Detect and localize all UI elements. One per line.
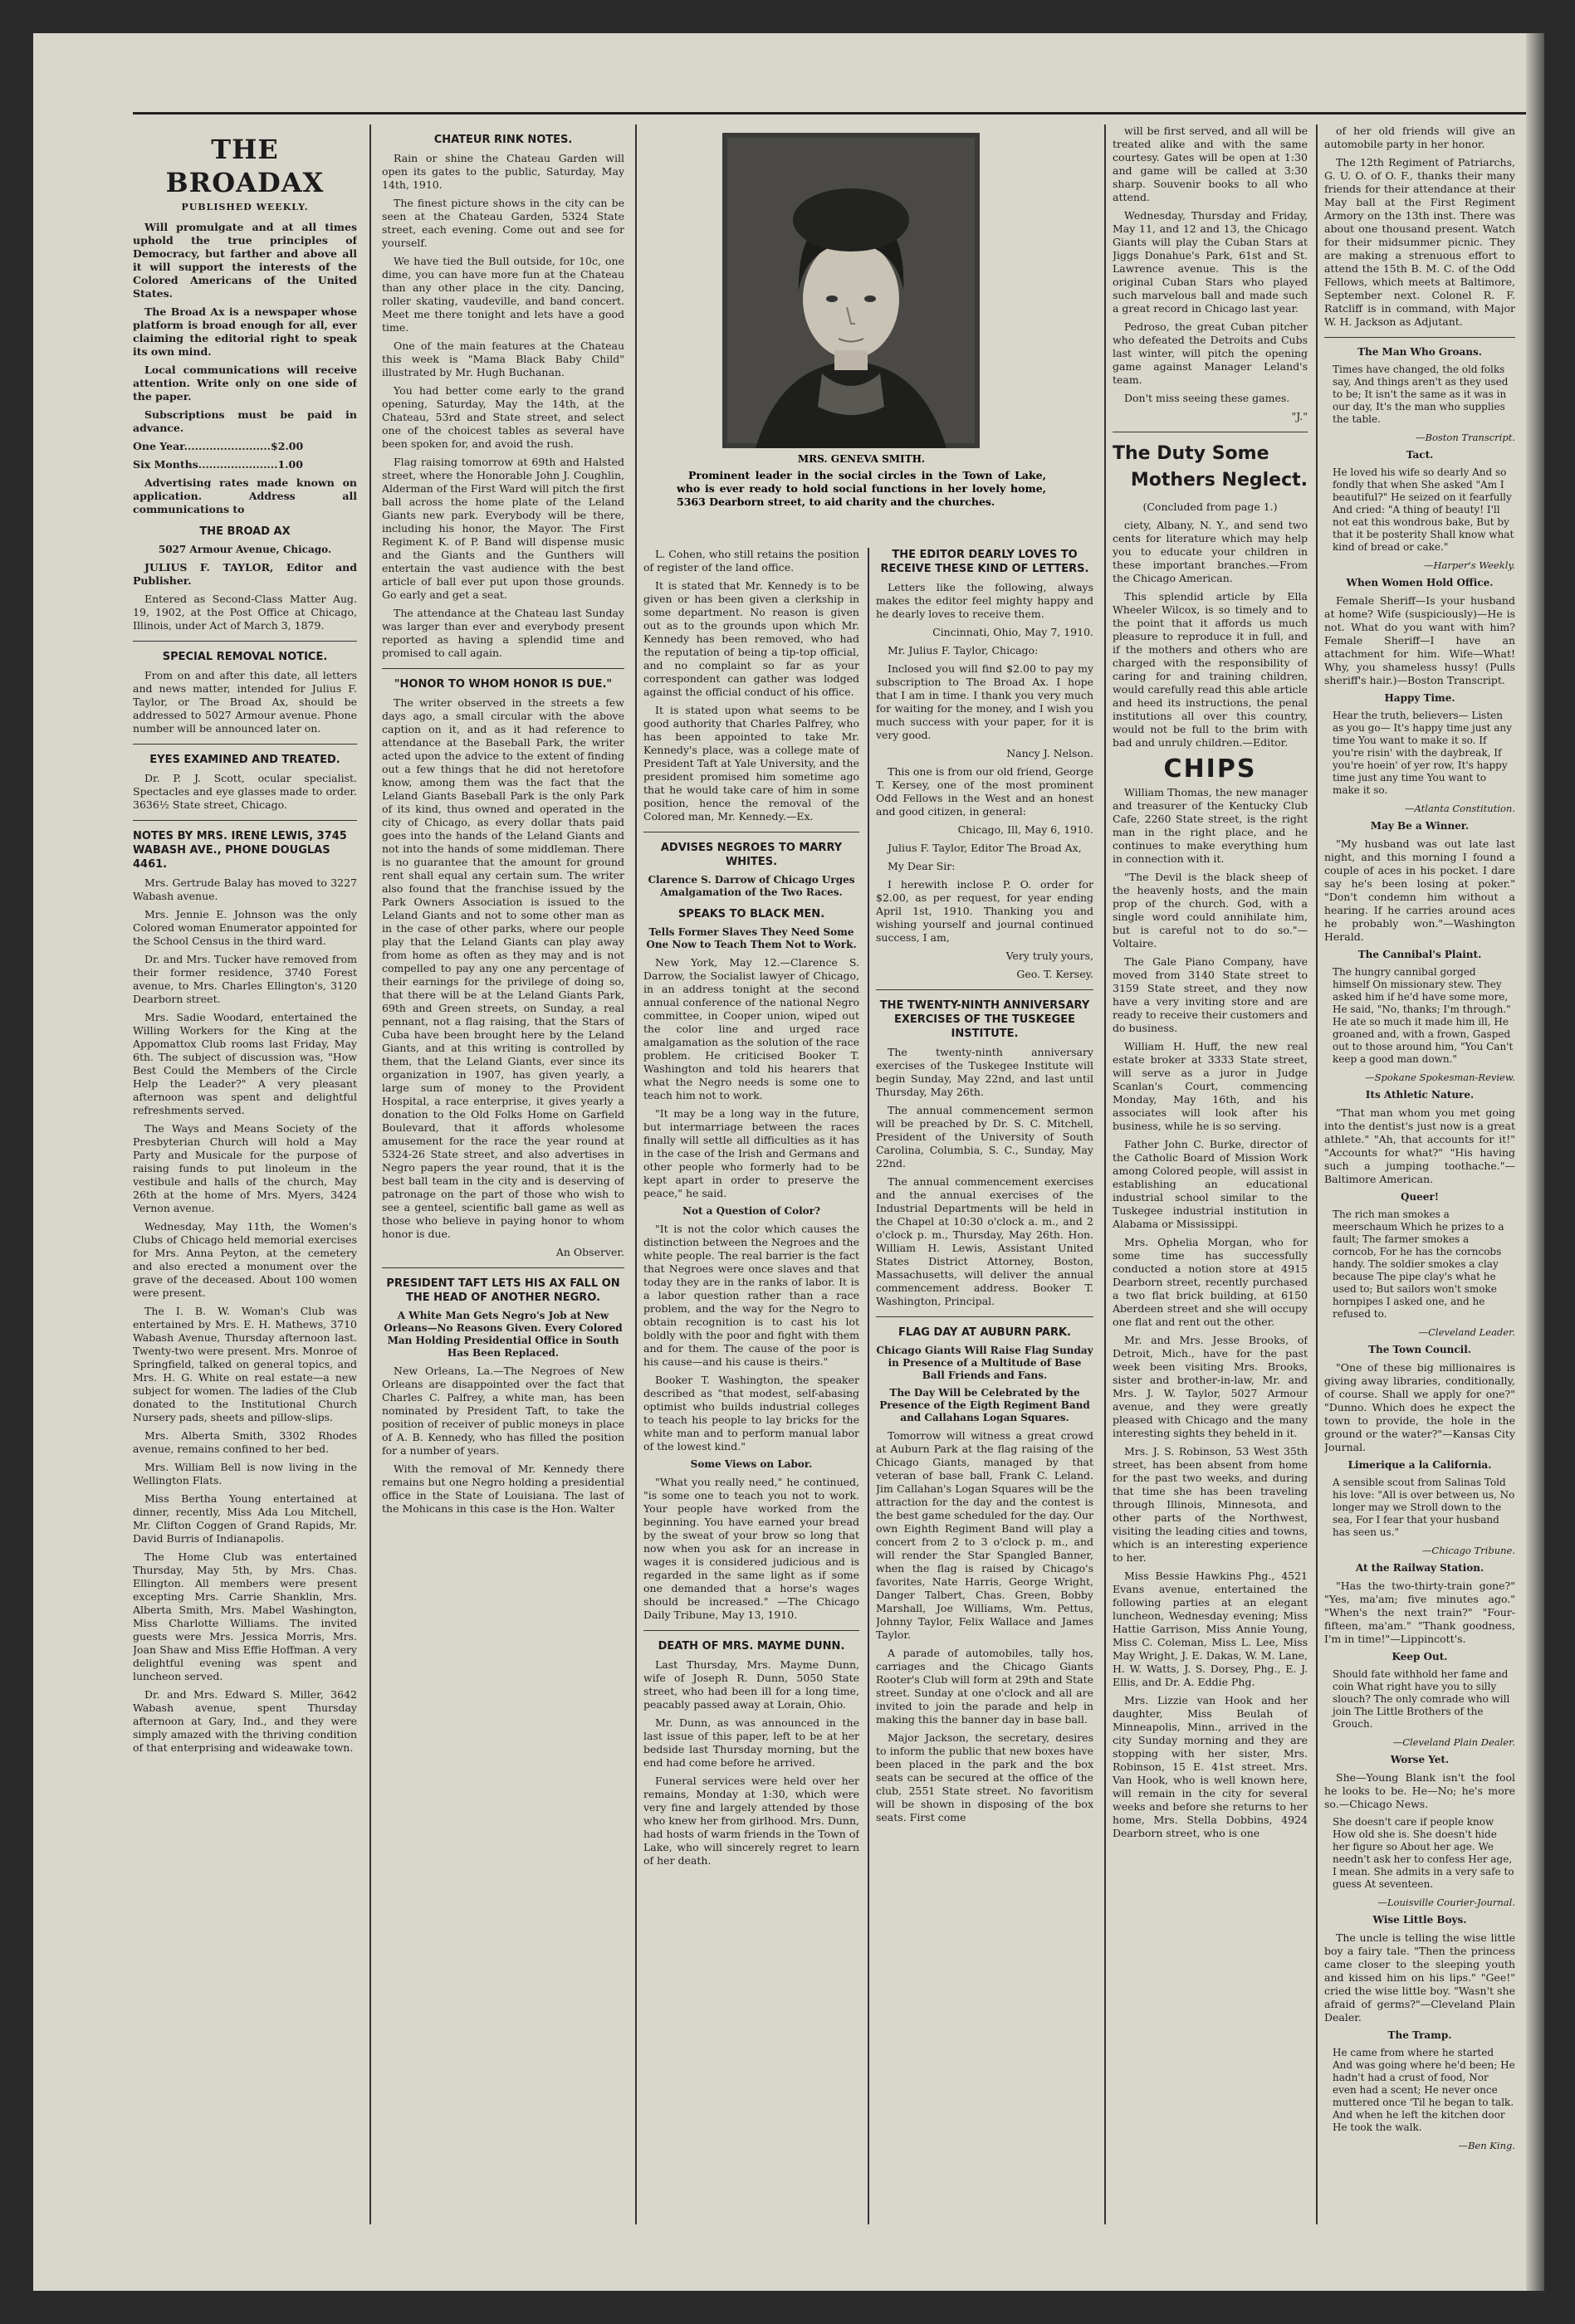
joke-heading: When Women Hold Office. bbox=[1346, 577, 1494, 588]
advises-subheading: Clarence S. Darrow of Chicago Urges Amalgamation of the Two Races. bbox=[648, 874, 855, 898]
masthead-title: THE BROADAX bbox=[165, 134, 325, 198]
chateau-item: You had better come early to the grand opening, Saturday, May the 14th, at the Chateau, 53rd and State street, and select one of the choicest tables as several have been spoken for, and avoid the rush. bbox=[382, 384, 624, 450]
chateau-heading: CHATEUR RINK NOTES. bbox=[433, 134, 573, 146]
article-text: Mr. Dunn, as was announced in the last issue of this paper, left to be at her bedside last Thursday morning, but the end had come before he arrived. bbox=[643, 1716, 859, 1769]
joke-attribution: —Boston Transcript. bbox=[1416, 432, 1515, 443]
column-3 bbox=[643, 548, 859, 2224]
intro: Will promulgate and at all times uphold the true principles of Democracy, but farther and above all it will support the interests of the Colored Americans of the United States. bbox=[133, 221, 357, 300]
article-text: The twenty-ninth anniversary exercises of the Tuskegee Institute will begin Sunday, May 22nd, and last until Thursday, May 26th. bbox=[876, 1046, 1093, 1098]
letter-signature: Geo. T. Kersey. bbox=[1016, 968, 1093, 980]
death-heading: DEATH OF MRS. MAYME DUNN. bbox=[658, 1640, 845, 1653]
chips-item: William H. Huff, the new real estate broker at 3333 State street, will serve as a juror in Judge Scanlan's Court, commencing Monday, May 16th, and his associates will look after his business, while he is so serving. bbox=[1113, 1040, 1308, 1132]
taft-subheading: A White Man Gets Negro's Job at New Orleans—No Reasons Given. Every Colored Man Holding Presidential Office in South Has Been Replaced. bbox=[384, 1310, 623, 1359]
joke-heading: Keep Out. bbox=[1392, 1651, 1448, 1662]
joke-attribution: —Chicago Tribune. bbox=[1421, 1545, 1515, 1556]
column-6 bbox=[1324, 124, 1515, 2224]
editor-heading: THE EDITOR DEARLY LOVES TO RECEIVE THESE KIND OF LETTERS. bbox=[880, 549, 1089, 575]
letter-text: Inclosed you will find $2.00 to pay my subscription to The Broad Ax. I hope that I am in time. I thank you very much for waiting for the money, and I wish you much success with your paper, for it is very good. bbox=[876, 662, 1093, 741]
joke-text: The rich man smokes a meerschaum Which he prizes to a fault; The farmer smokes a corncob, For he has the corncobs handy. The soldier smokes a clay because The pipe clay's what he used to; But sailors won't smoke hornpipes I asked one, and he refused to. bbox=[1333, 1208, 1504, 1320]
letter-salute: Julius F. Taylor, Editor The Broad Ax, bbox=[888, 842, 1082, 854]
joke-heading: Limerique a la California. bbox=[1348, 1459, 1492, 1471]
article-text: "It is not the color which causes the distinction between the Negroes and the white people. The real barrier is the fact that Negroes were once slaves and that today they are in the ranks of labor. It is a labor question rather than a race problem, and the way for the Negro to obtain recognition is to cast his lot boldly with the poor and fight with them and for them. The cause of the poor is his cause—and his cause is theirs." bbox=[643, 1223, 859, 1368]
article-text: "It may be a long way in the future, but intermarriage between the races finally will settle all difficulties as it has in the case of the Irish and Germans and other people who formerly had to be kept apart in order to preserve the peace," he said. bbox=[643, 1107, 859, 1199]
chateau-item: Flag raising tomorrow at 69th and Halsted street, where the Honorable John J. Coughlin, Alderman of the First Ward will pitch the first ball across the home plate of the Leland Giants new park. Everybody will be there, including his honor, the Mayor. The First Regiment K. of P. Band will dispense music and the Giants and the Gunthers will entertain the vast audience with the best article of ball ever put upon those grounds. Go early and get a seat. bbox=[382, 456, 624, 601]
joke-heading: Wise Little Boys. bbox=[1372, 1914, 1467, 1926]
joke-heading: The Town Council. bbox=[1368, 1344, 1471, 1355]
one-year-rate: One Year........................$2.00 bbox=[133, 440, 304, 452]
note-item: Miss Bertha Young entertained at dinner, recently, Miss Ada Lou Mitchell, Mr. Clifton Coggen of Grand Rapids, Mr. David Burris of Indianapolis. bbox=[133, 1492, 357, 1545]
removal-text: From on and after this date, all letters and news matter, intended for Julius F. Taylor, or The Broad Ax, should be addressed to 5027 Armour avenue. Phone number will be announced later on. bbox=[133, 669, 357, 735]
joke-attribution: —Atlanta Constitution. bbox=[1405, 803, 1515, 814]
entered-note: Entered as Second-Class Matter Aug. 19, 1902, at the Post Office at Chicago, Illinois, under Act of March 3, 1879. bbox=[133, 593, 357, 632]
joke-text: Hear the truth, believers— Listen as you go— It's happy time just any time You want to make it so. If you're risin' with the daybreak, If you're hoein' of yer row, It's happy time just any time You want to make it so. bbox=[1333, 710, 1512, 796]
article-text: Pedroso, the great Cuban pitcher who defeated the Detroits and Cubs last winter, will pitch the opening game against Manager Leland's team. bbox=[1113, 320, 1308, 386]
published-weekly: PUBLISHED WEEKLY. bbox=[181, 202, 309, 212]
note-item: The Ways and Means Society of the Presbyterian Church will hold a May Party and Musicale for the purpose of raising funds to put linoleum in the vestibule and halls of the church, May 26th at the home of Mrs. Myers, 3424 Vernon avenue. bbox=[133, 1122, 357, 1214]
article-text: Wednesday, Thursday and Friday, May 11, and 12 and 13, the Chicago Giants will play the Cuban Stars at Jiggs Donahue's Park, 61st and St. Lawrence avenue. This is the original Cuban Stars who played such marvelous ball and made such a great record in Chicago last year. bbox=[1113, 209, 1308, 315]
subs-note: Subscriptions must be paid in advance. bbox=[133, 408, 357, 434]
removal-heading: SPECIAL REMOVAL NOTICE. bbox=[162, 651, 328, 663]
portrait-caption-text: Prominent leader in the social circles in the Town of Lake, who is ever ready to hold social functions in her lovely home, 5363 Dearborn street, to aid charity and the churches. bbox=[677, 469, 1046, 508]
column-divider bbox=[868, 548, 869, 2224]
honor-signature: An Observer. bbox=[555, 1246, 624, 1258]
six-month-rate: Six Months......................1.00 bbox=[133, 458, 303, 471]
joke-text: "Has the two-thirty-train gone?" "Yes, ma'am; five minutes ago." "When's the next train?" "Four-fifteen, ma'am." "Thank goodness, I'm in time!"—Lippincott's. bbox=[1324, 1579, 1515, 1645]
article-text: The annual commencement exercises and the annual exercises of the Industrial Departments will be held in the Chapel at 10:30 o'clock a. m., and 2 o'clock p. m., Thursday, May 26th. Hon. William H. Lewis, Assistant United States District Attorney, Boston, Massachusetts, will deliver the annual commencement address. Booker T. Washington, Principal. bbox=[876, 1175, 1093, 1307]
article-text: Don't miss seeing these games. bbox=[1124, 392, 1290, 404]
joke-attribution: —Harper's Weekly. bbox=[1423, 559, 1515, 571]
joke-text: Times have changed, the old folks say, And things aren't as they used to be; It isn't the same as it was in our day, It's the man who supplies the table. bbox=[1333, 364, 1509, 425]
letter-place: Chicago, Ill, May 6, 1910. bbox=[957, 823, 1093, 836]
joke-text: He came from where he started And was going where he'd been; He hadn't had a crust of food, Nor even had a scent; He never once muttered once 'Til he began to talk. And when he left the kitchen door He took the walk. bbox=[1333, 2047, 1515, 2133]
joke-heading: At the Railway Station. bbox=[1355, 1562, 1485, 1574]
tells-subheading: Tells Former Slaves They Need Some One Now to Teach Them Not to Work. bbox=[646, 926, 857, 950]
top-rule bbox=[133, 112, 1536, 115]
taft-text: With the removal of Mr. Kennedy there remains but one Negro holding a presidential office in the State of Louisiana. The last of the Mohicans in this case is the Hon. Walter bbox=[382, 1462, 624, 1515]
joke-text: "One of these big millionaires is giving away libraries, conditionally, of course. Shall we apply for one?" "Dunno. Which does he expect the town to provide, the hole in the ground or the water?"—Kansas City Journal. bbox=[1324, 1361, 1515, 1453]
joke-attribution: —Spokane Spokesman-Review. bbox=[1365, 1072, 1515, 1083]
chateau-item: We have tied the Bull outside, for 10c, one dime, you can have more fun at the Chateau than any other place in the city. Dancing, roller skating, vaudeville, and band concert. Meet me there tonight and lets have a good time. bbox=[382, 255, 624, 334]
article-text: of her old friends will give an automobile party in her honor. bbox=[1324, 124, 1515, 150]
column-divider bbox=[1316, 124, 1318, 2224]
joke-text: Should fate withhold her fame and coin What right have you to silly slouch? The only comrade who will join The Little Brothers of the Grouch. bbox=[1333, 1668, 1510, 1730]
article-text: Last Thursday, Mrs. Mayme Dunn, wife of Joseph R. Dunn, 5050 State street, who had been ill for a long time, peacably passed away at Lorain, Ohio. bbox=[643, 1658, 859, 1711]
newspaper-page bbox=[33, 33, 1544, 2291]
joke-heading: Tact. bbox=[1406, 449, 1434, 461]
joke-text: "My husband was out late last night, and this morning I found a couple of aces in his pocket. I dare say he's been losing at poker." "Don't condemn him without a hearing. If he carries around aces he probably won."—Washington Herald. bbox=[1324, 837, 1515, 943]
note-item: Mrs. William Bell is now living in the Wellington Flats. bbox=[133, 1461, 357, 1487]
joke-attribution: —Cleveland Leader. bbox=[1418, 1326, 1515, 1338]
chateau-item: The finest picture shows in the city can be seen at the Chateau Garden, 5324 State street, each evening. Come out and see for yourself. bbox=[382, 197, 624, 249]
duty-continued: (Concluded from page 1.) bbox=[1142, 500, 1278, 513]
article-text: Funeral services were held over her remains, Monday at 1:30, which were very fine and largely attended by those who knew her from girlhood. Mrs. Dunn, had hosts of warm friends in the Town of Lake, who will sincerely regret to learn of her death. bbox=[643, 1775, 859, 1867]
portrait-caption bbox=[677, 452, 1046, 509]
article-text: Booker T. Washington, the speaker described as "that modest, self-abasing optimist who builds industrial colleges to teach his people to lay bricks for the white man and to perform manual labor of the lowest kind." bbox=[643, 1374, 859, 1452]
article-text: It is stated upon what seems to be good authority that Charles Palfrey, who has been appointed to take Mr. Kennedy's place, was a college mate of President Taft at Yale University, and the president promised him sometime ago that he would take care of him in some position, hence the removal of the Colored man, Mr. Kennedy.—Ex. bbox=[643, 704, 859, 823]
note-item: Mrs. Jennie E. Johnson was the only Colored woman Enumerator appointed for the School Census in the third ward. bbox=[133, 908, 357, 947]
duty-title-2: Mothers Neglect. bbox=[1130, 470, 1308, 491]
joke-attribution: —Cleveland Plain Dealer. bbox=[1392, 1736, 1515, 1748]
note-item: Mrs. Sadie Woodard, entertained the Willing Workers for the King at the Appomattox Club rooms last Friday, May 6th. The subject of discussion was, "How Best Could the Members of the Circle Help the Leader?" A very pleasant afternoon was spent and delightful refreshments served. bbox=[133, 1011, 357, 1116]
notes-heading: NOTES BY MRS. IRENE LEWIS, 3745 WABASH AVE., PHONE DOUGLAS 4461. bbox=[133, 830, 347, 871]
about: The Broad Ax is a newspaper whose platform is broad enough for all, ever claiming the editorial right to speak its own mind. bbox=[133, 305, 357, 358]
column-5 bbox=[1113, 124, 1308, 2224]
letter-salute: Mr. Julius F. Taylor, Chicago: bbox=[888, 644, 1039, 657]
joke-heading: The Man Who Groans. bbox=[1357, 346, 1482, 358]
flag-subheading: The Day Will be Celebrated by the Presence of the Eigth Regiment Band and Callahans Logan Squares. bbox=[879, 1387, 1090, 1423]
flag-heading: FLAG DAY AT AUBURN PARK. bbox=[898, 1326, 1071, 1339]
joke-text: Female Sheriff—Is your husband at home? Wife (suspiciously)—He is not. What do you want with him? Female Sheriff—I have an attachment for him. Wife—What! Why, you shameless hussy! (Pulls sheriff's hair.)—Boston Transcript. bbox=[1324, 594, 1515, 686]
joke-heading: Queer! bbox=[1400, 1191, 1440, 1203]
chateau-item: Rain or shine the Chateau Garden will open its gates to the public, Saturday, May 14th, 1910. bbox=[382, 152, 624, 191]
column-4 bbox=[876, 548, 1093, 2224]
address-name: THE BROAD AX bbox=[199, 525, 291, 538]
local-note: Local communications will receive attention. Write only on one side of the paper. bbox=[133, 364, 357, 403]
joke-heading: Happy Time. bbox=[1384, 692, 1455, 704]
subheading: Some Views on Labor. bbox=[690, 1458, 813, 1470]
letter-signature: Nancy J. Nelson. bbox=[1006, 747, 1093, 759]
article-text: It is stated that Mr. Kennedy is to be given or has been given a clerkship in some department. No reason is given out as to the grounds upon which Mr. Kennedy has been removed, who had the reputation of being a tip-top official, and no complaint so far as your correspondent can gather was lodged against the official conduct of his office. bbox=[643, 579, 859, 698]
joke-attribution: —Louisville Courier-Journal. bbox=[1377, 1897, 1515, 1908]
letter-text: I herewith inclose P. O. order for $2.00, as per request, for year ending April 1st, 1910. Thanking you and wishing yourself and journal continued success, I am, bbox=[876, 878, 1093, 944]
article-text: Major Jackson, the secretary, desires to inform the public that new boxes have been placed in the park and the box seats can be secured at the office of the club, 2551 State street. No favoritism will be shown in disposing of the box seats. First come bbox=[876, 1731, 1093, 1824]
article-text: will be first served, and all will be treated alike and with the same courtesy. Gates will be open at 1:30 and game will be called at 3:30 sharp. Souvenir books to all who attend. bbox=[1113, 124, 1308, 203]
article-text: A parade of automobiles, tally hos, carriages and the Chicago Giants Rooter's Club will form at 29th and State street. Sunday at one o'clock and all are invited to join the parade and help in making this the banner day in base ball. bbox=[876, 1647, 1093, 1726]
portrait-name: MRS. GENEVA SMITH. bbox=[797, 453, 926, 465]
page-edge-shadow bbox=[1526, 33, 1544, 2291]
note-item: Wednesday, May 11th, the Women's Clubs of Chicago held memorial exercises for Mrs. Anna Peyton, at the cemetery and also erected a monument over the grave of the deceased. About 100 women were present. bbox=[133, 1220, 357, 1299]
column-divider bbox=[635, 124, 637, 2224]
article-text: Tomorrow will witness a great crowd at Auburn Park at the flag raising of the Chicago Giants, managed by that veteran of base ball, Frank C. Leland. Jim Callahan's Logan Squares will be the attraction for the day and the contest is the best game scheduled for the day. Our own Eighth Regiment Band will play a concert from 2 to 3 o'clock p. m., and will render the Star Spangled Banner, when the flag is raised by Chicago's favorites, Nate Harris, George Wright, Danger Talbert, Chas. Green, Bobby Marshall, Joe Williams, Wm. Pettus, Johnny Taylor, Felix Wallace and James Taylor. bbox=[876, 1429, 1093, 1641]
joke-heading: May Be a Winner. bbox=[1370, 820, 1470, 832]
chips-item: Mrs. Lizzie van Hook and her daughter, Miss Beulah of Minneapolis, Minn., arrived in the city Sunday morning and they are stopping with her sister, Mrs. Robinson, 15 E. 41st street. Mrs. Van Hook, who is well known here, will remain in the city for several weeks and before she returns to her home, Mrs. Stella Dobbins, 4924 Dearborn street, who is one bbox=[1113, 1694, 1308, 1839]
chateau-item: The attendance at the Chateau last Sunday was larger than ever and everybody present reported as having a splendid time and promised to call again. bbox=[382, 607, 624, 659]
joke-heading: The Cannibal's Plaint. bbox=[1357, 949, 1482, 960]
eyes-heading: EYES EXAMINED AND TREATED. bbox=[149, 754, 340, 766]
joke-text: "That man whom you met going into the dentist's just now is a great athlete." "Ah, that accounts for it!" "Accounts for what?" "His having such a jumping toothache."—Baltimore American. bbox=[1324, 1106, 1515, 1185]
honor-text: The writer observed in the streets a few days ago, a small circular with the above caption on it, and as it had reference to attendance at the Baseball Park, the writer acted upon the advice to the extent of finding out a few things that he did not heretofore know, among them was the fact that the Leland Giants Baseball Park is the only Park of its kind, thus owned and operated in the city of Chicago, as every dollar thats paid goes into the hands of the Leland Giants and not into the hands of some middleman. There is no guarantee that the amount for ground rent shall equal any certain sum. The writer also found that the franchise issued by the Park Owners Association is issued to the Leland Giants and not to some other man as in the case of other parks, where our people play that the Leland Giants can play away from home as often as they may and is not compelled to pay any one any percentage of their earnings for the privilege of doing so, that there will be at the Leland Giants Park, 69th and Green streets, on Sunday, a real pennant, not a flag raising, that the Stars of Cuba have been brought here by the Leland Giants, and at this writing is controlled by them, that the Leland Giants, ever since its organization in 1907, has given yearly, a large sum of money to the Provident Hospital, a race enterprise, it gives yearly a donation to the Old Folks Home on Garfield Boulevard, that it affords wholesome amusement for the race the year round at 5324-26 State street, and also advertises in Negro papers the year round, that it is the best ball team in the city and is deserving of patronage on the part of those who wish to see a genteel, scientific ball game as well as those who believe in paying honor to whom honor is due. bbox=[382, 696, 624, 1240]
joke-text: The uncle is telling the wise little boy a fairy tale. "Then the princess came closer to the sleeping youth and kissed him on his lips." "Gee!" cried the wise little boy. "Wasn't she afraid of germs?"—Cleveland Plain Dealer. bbox=[1324, 1931, 1515, 2024]
article-text: "What you really need," he continued, "is some one to teach you not to work. Your people have worked from the beginning. You have earned your bread by the sweat of your brow so long that now when you ask for an increase in wages it is considered judicious and is regarded in the same light as if some one demanded that a horse's wages should be increased." —The Chicago Daily Tribune, May 13, 1910. bbox=[643, 1476, 859, 1621]
column-divider bbox=[1104, 124, 1106, 2224]
note-item: Mrs. Gertrude Balay has moved to 3227 Wabash avenue. bbox=[133, 876, 357, 902]
portrait-icon bbox=[722, 133, 980, 448]
note-item: Dr. and Mrs. Tucker have removed from their former residence, 3740 Forest avenue, to Mrs. Charles Ellington's, 3120 Dearborn street. bbox=[133, 953, 357, 1005]
letter-place: Cincinnati, Ohio, May 7, 1910. bbox=[932, 626, 1093, 638]
article-text: ciety, Albany, N. Y., and send two cents for literature which may help you to educate your children in these important branches.—From the Chicago American. bbox=[1113, 519, 1308, 584]
column-2 bbox=[382, 124, 624, 2224]
article-text: Letters like the following, always makes the editor feel mighty happy and he dearly loves to receive them. bbox=[876, 581, 1093, 620]
article-text: New York, May 12.—Clarence S. Darrow, the Socialist lawyer of Chicago, in an address tonight at the second annual conference of the national Negro committee, in Cooper union, wiped out the color line and urged race amalgamation as the solution of the race problem. He criticised Booker T. Washington and told his hearers that what the Negro needs is some one to teach him not to work. bbox=[643, 956, 859, 1101]
joke-attribution: —Ben King. bbox=[1458, 2140, 1515, 2151]
joke-text: She doesn't care if people know How old she is. She doesn't hide her figure so About her age. We needn't ask her to confess Her age, I mean. She admits in a very safe to guess At seventeen. bbox=[1333, 1816, 1514, 1890]
article-text: The annual commencement sermon will be preached by Dr. S. C. Mitchell, President of the University of South Carolina, Columbia, S. C., Sunday, May 22nd. bbox=[876, 1104, 1093, 1169]
joke-text: She—Young Blank isn't the fool he looks to be. He—No; he's more so.—Chicago News. bbox=[1324, 1771, 1515, 1810]
taft-heading: PRESIDENT TAFT LETS HIS AX FALL ON THE HEAD OF ANOTHER NEGRO. bbox=[386, 1277, 620, 1304]
chips-heading: CHIPS bbox=[1163, 754, 1257, 784]
duty-title-1: The Duty Some bbox=[1113, 443, 1269, 464]
note-item: Dr. and Mrs. Edward S. Miller, 3642 Wabash avenue, spent Thursday afternoon at Gary, Ind., and they were simply amazed with the thriving condition of that enterprising and wideawake town. bbox=[133, 1688, 357, 1754]
speaks-heading: SPEAKS TO BLACK MEN. bbox=[677, 908, 825, 920]
note-item: The I. B. W. Woman's Club was entertained by Mrs. E. H. Mathews, 3710 Wabash Avenue, Thursday afternoon last. Twenty-two were present. Mrs. Monroe of Springfield, talked on general topics, and Mrs. H. G. White on real estate—a new subject for women. The ladies of the Club donated to the Institutional Church Nursery pads, sheets and pillow-slips. bbox=[133, 1305, 357, 1423]
chips-item: Mrs. J. S. Robinson, 53 West 35th street, has been absent from home for the past two weeks, and during that time she has been traveling through Illinois, Minnesota, and other parts of the Northwest, visiting the leading cities and towns, which is an interesting experience to her. bbox=[1113, 1445, 1308, 1564]
article-text: L. Cohen, who still retains the position of register of the land office. bbox=[643, 548, 859, 574]
letter-close: Very truly yours, bbox=[1005, 950, 1093, 962]
article-text: This one is from our old friend, George T. Kersey, one of the most prominent Odd Fellows in the West and an honest and good citizen, in general: bbox=[876, 765, 1093, 818]
ad-note: Advertising rates made known on application. Address all communications to bbox=[133, 476, 357, 515]
editor-line: JULIUS F. TAYLOR, Editor and Publisher. bbox=[133, 561, 357, 587]
honor-heading: "HONOR TO WHOM HONOR IS DUE." bbox=[394, 678, 613, 691]
flag-subheading: Chicago Giants Will Raise Flag Sunday in Presence of a Multitude of Base Ball Friends and Fans. bbox=[876, 1345, 1093, 1381]
note-item: Mrs. Alberta Smith, 3302 Rhodes avenue, remains confined to her bed. bbox=[133, 1429, 357, 1455]
portrait-photo bbox=[722, 133, 980, 448]
article-text: This splendid article by Ella Wheeler Wilcox, is so timely and to the point that it affords us much pleasure to reproduce it in full, and if the mothers and others who are charged with the responsibility of caring for and training children, would carefully read this able article and heed its instructions, the penal institutions all over this country, would not be full to the brim with bad and unruly children.—Editor. bbox=[1113, 590, 1308, 749]
address-street: 5027 Armour Avenue, Chicago. bbox=[158, 544, 332, 555]
letter-dear: My Dear Sir: bbox=[888, 860, 956, 872]
advises-heading: ADVISES NEGROES TO MARRY WHITES. bbox=[660, 842, 843, 868]
chips-item: "The Devil is the black sheep of the heavenly hosts, and the main prop of the church. God, with a single word could annihilate him, but is careful not to do so."—Voltaire. bbox=[1113, 871, 1308, 950]
column-divider bbox=[369, 124, 371, 2224]
joke-heading: Its Athletic Nature. bbox=[1365, 1089, 1475, 1101]
joke-heading: Worse Yet. bbox=[1390, 1754, 1450, 1765]
chips-item: Mrs. Ophelia Morgan, who for some time has successfully conducted a notion store at 4915 Dearborn street, recently purchased a two flat brick building, at 6150 Aberdeen street and she will occupy one flat and rent out the other. bbox=[1113, 1236, 1308, 1328]
chips-item: Mr. and Mrs. Jesse Brooks, of Detroit, Mich., have for the past week been visiting Mrs. Brooks, sister and brother-in-law, Mr. and Mrs. J. W. Taylor, 5027 Armour avenue, and they were greatly pleased with Chicago and the many interesting sights they beheld in it. bbox=[1113, 1334, 1308, 1439]
chips-item: Miss Bessie Hawkins Phg., 4521 Evans avenue, entertained the following parties at an elegant luncheon, Wednesday evening; Miss Hattie Garrison, Miss Annie Young, Miss C. Coleman, Miss L. Lee, Miss May Wright, J. E. Dakas, W. M. Lane, H. W. Watts, J. S. Dorsey, Phg., E. J. Ellis, and Dr. A. Eddie Phg. bbox=[1113, 1570, 1308, 1688]
column-1 bbox=[133, 124, 357, 2224]
article-signature: "J." bbox=[1291, 410, 1308, 422]
joke-text: The hungry cannibal gorged himself On missionary stew. They asked him if he'd have some more, He said, "No, thanks; I'm through." He ate so much it made him ill, He groaned and, with a frown, Gasped out to those around him, "You Can't keep a good man down." bbox=[1333, 966, 1514, 1065]
chips-item: The Gale Piano Company, have moved from 3140 State street to 3159 State street, and they now have a very inviting store and are ready to receive their customers and do business. bbox=[1113, 955, 1308, 1034]
eyes-text: Dr. P. J. Scott, ocular specialist. Spectacles and eye glasses made to order. 3636½ State street, Chicago. bbox=[133, 772, 357, 811]
taft-text: New Orleans, La.—The Negroes of New Orleans are disappointed over the fact that Charles C. Palfrey, a white man, has been nominated by President Taft, to take the position of receiver of public moneys in place of A. B. Kennedy, who has filled the position for a number of years. bbox=[382, 1365, 624, 1457]
chips-item: Father John C. Burke, director of the Catholic Board of Mission Work among Colored people, will assist in establishing an educational industrial school similar to the Tuskegee industrial institution in Alabama or Mississippi. bbox=[1113, 1138, 1308, 1230]
subheading: Not a Question of Color? bbox=[682, 1205, 821, 1217]
joke-text: He loved his wife so dearly And so fondly that when She asked "Am I beautiful?" He seized on it fearfully And cried: "A thing of beauty! I'll not eat this wondrous bake, But by that it be posterity Shall know what kind of bread or cake." bbox=[1333, 466, 1514, 553]
tuskegee-heading: THE TWENTY-NINTH ANNIVERSARY EXERCISES OF THE TUSKEGEE INSTITUTE. bbox=[879, 999, 1090, 1040]
chateau-item: One of the main features at the Chateau this week is "Mama Black Baby Child" illustrated by Mr. Hugh Buchanan. bbox=[382, 339, 624, 378]
note-item: The Home Club was entertained Thursday, May 5th, by Mrs. Chas. Ellington. All members were present excepting Mrs. Carrie Shanklin, Mrs. Alberta Smith, Mrs. Mabel Washington, Miss Charlotte Williams. The invited guests were Mrs. Jessica Morris, Mrs. Joan Shaw and Miss Effie Hoffman. A very delightful evening was spent and luncheon served. bbox=[133, 1550, 357, 1682]
joke-text: A sensible scout from Salinas Told his love: "All is over between us, No longer may we Stroll down to the sea, For I fear that your husband has seen us." bbox=[1333, 1477, 1515, 1538]
chips-item: William Thomas, the new manager and treasurer of the Kentucky Club Cafe, 2260 State street, is the right man in the right place, and he continues to make everything hum in connection with it. bbox=[1113, 786, 1308, 865]
joke-heading: The Tramp. bbox=[1387, 2029, 1452, 2041]
article-text: The 12th Regiment of Patriarchs, G. U. O. of O. F., thanks their many friends for their attendance at their May ball at the First Regiment Armory on the 13th inst. There was about one thousand present. Watch for their midsummer picnic. They are making a strenuous effort to attend the 15th B. M. C. of the Odd Fellows, which meets at Baltimore, September next. Colonel R. F. Ratcliff is in command, with Major W. H. Jackson as Adjutant. bbox=[1324, 156, 1515, 328]
